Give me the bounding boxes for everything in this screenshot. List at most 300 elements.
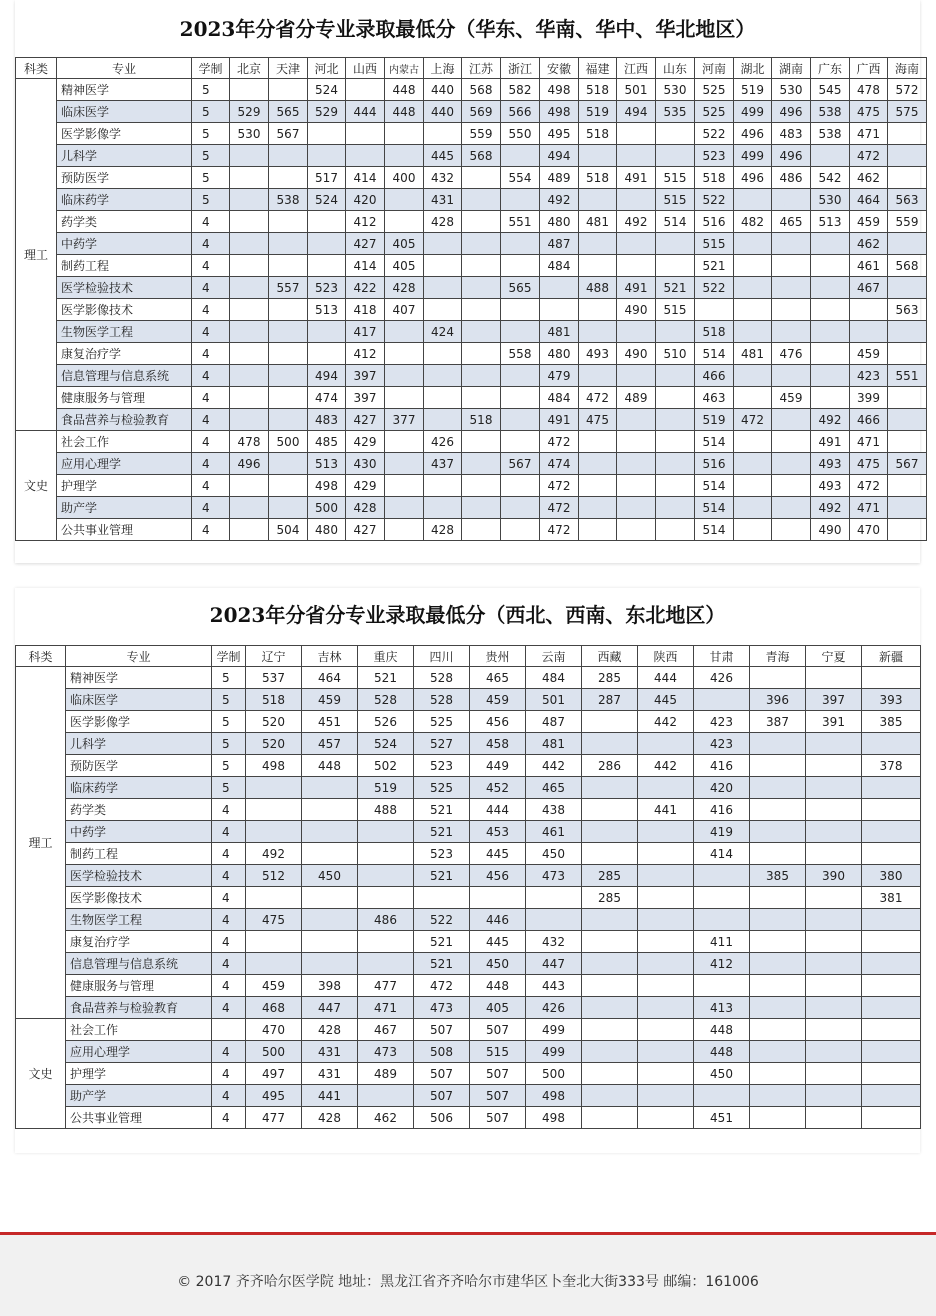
category-cell: 文史 [16,1019,66,1129]
score-cell: 523 [695,145,734,167]
score-cell [346,145,385,167]
score-cell [462,321,501,343]
system-cell: 5 [192,101,230,123]
score-cell [862,1063,921,1085]
score-cell [850,299,888,321]
score-cell: 411 [694,931,750,953]
table-row [16,909,921,931]
major-cell: 精神医学 [66,667,212,689]
score-cell [230,409,269,431]
score-cell: 462 [850,167,888,189]
score-cell: 423 [694,711,750,733]
score-cell: 431 [302,1041,358,1063]
score-cell: 519 [695,409,734,431]
score-cell: 414 [694,843,750,865]
score-cell [850,321,888,343]
score-cell: 442 [638,711,694,733]
score-cell: 428 [424,519,462,541]
score-cell: 484 [526,667,582,689]
score-cell [246,821,302,843]
score-cell [246,931,302,953]
score-cell [862,975,921,997]
score-cell: 444 [638,667,694,689]
score-cell [656,255,695,277]
score-cell: 538 [811,123,850,145]
score-cell [734,365,772,387]
score-cell [501,145,540,167]
score-cell: 513 [308,299,346,321]
score-cell [308,123,346,145]
score-cell: 482 [734,211,772,233]
score-cell: 525 [695,79,734,101]
major-cell: 护理学 [57,475,192,497]
score-cell: 442 [526,755,582,777]
column-header: 浙江 [501,58,540,79]
score-cell [772,453,811,475]
score-cell [750,1063,806,1085]
score-cell: 459 [470,689,526,711]
score-cell: 490 [811,519,850,541]
score-cell [579,365,617,387]
score-cell [385,343,424,365]
score-cell [862,1107,921,1129]
score-cell [772,321,811,343]
score-cell [862,821,921,843]
score-cell: 412 [694,953,750,975]
score-cell [424,233,462,255]
score-cell: 514 [695,497,734,519]
score-cell [806,1107,862,1129]
score-cell: 488 [358,799,414,821]
major-cell: 应用心理学 [66,1041,212,1063]
score-cell [246,953,302,975]
score-cell: 495 [246,1085,302,1107]
score-cell [424,123,462,145]
major-cell: 康复治疗学 [57,343,192,365]
score-cell: 518 [246,689,302,711]
score-cell [230,519,269,541]
table-row [16,343,927,365]
score-cell: 496 [772,101,811,123]
score-cell: 567 [501,453,540,475]
score-cell [582,997,638,1019]
score-cell [424,409,462,431]
table-row [16,821,921,843]
score-cell [772,233,811,255]
score-cell [424,343,462,365]
score-cell [269,167,308,189]
major-cell: 信息管理与信息系统 [66,953,212,975]
score-cell [617,497,656,519]
score-cell: 563 [888,189,927,211]
table-row [16,365,927,387]
score-cell [638,1041,694,1063]
score-cell [269,475,308,497]
score-cell [772,519,811,541]
score-cell [750,821,806,843]
column-header: 辽宁 [246,646,302,667]
table-row [16,953,921,975]
score-cell: 489 [617,387,656,409]
column-header: 上海 [424,58,462,79]
score-cell [772,189,811,211]
score-cell: 514 [656,211,695,233]
column-header: 四川 [414,646,470,667]
column-header: 山西 [346,58,385,79]
score-cell: 420 [694,777,750,799]
score-cell [656,409,695,431]
score-cell: 459 [302,689,358,711]
score-cell [269,343,308,365]
score-cell [230,255,269,277]
system-cell: 5 [192,145,230,167]
column-header: 新疆 [862,646,921,667]
score-cell [806,821,862,843]
column-header: 河南 [695,58,734,79]
score-cell [862,953,921,975]
score-cell [302,931,358,953]
score-cell [424,497,462,519]
score-cell: 501 [526,689,582,711]
score-cell: 396 [750,689,806,711]
score-cell: 450 [302,865,358,887]
score-cell: 414 [346,255,385,277]
system-cell: 5 [212,711,246,733]
score-cell: 483 [772,123,811,145]
score-cell: 530 [656,79,695,101]
table-row [16,321,927,343]
score-cell [806,909,862,931]
score-cell: 521 [414,865,470,887]
score-cell [582,1019,638,1041]
score-cell [579,475,617,497]
score-cell: 523 [414,755,470,777]
score-cell: 462 [358,1107,414,1129]
score-cell [638,1019,694,1041]
table-row [16,799,921,821]
score-cell: 481 [540,321,579,343]
score-cell: 427 [346,409,385,431]
column-header: 湖北 [734,58,772,79]
score-cell: 495 [540,123,579,145]
score-cell: 510 [656,343,695,365]
score-cell: 472 [850,475,888,497]
major-cell: 助产学 [57,497,192,519]
score-cell [462,453,501,475]
column-header: 广西 [850,58,888,79]
score-cell [811,365,850,387]
score-cell: 513 [811,211,850,233]
score-cell: 491 [617,277,656,299]
score-cell [638,821,694,843]
system-cell: 4 [212,799,246,821]
score-cell: 465 [772,211,811,233]
system-cell: 4 [192,497,230,519]
major-cell: 中药学 [66,821,212,843]
score-cell [811,233,850,255]
score-cell: 508 [414,1041,470,1063]
score-cell [811,277,850,299]
score-cell [806,931,862,953]
table-row [16,233,927,255]
score-cell [385,321,424,343]
score-cell [750,843,806,865]
score-cell: 538 [269,189,308,211]
column-header: 山东 [656,58,695,79]
score-cell [269,365,308,387]
score-cell: 500 [526,1063,582,1085]
score-cell: 470 [850,519,888,541]
system-cell: 4 [192,343,230,365]
major-cell: 公共事业管理 [66,1107,212,1129]
score-cell: 542 [811,167,850,189]
score-cell [582,843,638,865]
score-cell [358,887,414,909]
score-cell: 385 [750,865,806,887]
score-cell: 481 [526,733,582,755]
score-cell [638,1107,694,1129]
score-cell: 519 [579,101,617,123]
score-cell: 465 [526,777,582,799]
score-cell [230,233,269,255]
score-cell: 492 [540,189,579,211]
score-cell: 528 [358,689,414,711]
score-cell: 492 [617,211,656,233]
score-cell [230,167,269,189]
score-cell: 430 [346,453,385,475]
score-cell [694,887,750,909]
footer [0,1235,936,1316]
score-cell [579,497,617,519]
score-cell: 554 [501,167,540,189]
system-cell: 5 [192,79,230,101]
score-cell: 528 [414,667,470,689]
score-cell: 507 [414,1063,470,1085]
system-cell: 4 [212,1063,246,1085]
score-cell [230,497,269,519]
score-cell: 390 [806,865,862,887]
score-cell [424,299,462,321]
score-cell [617,475,656,497]
score-cell [862,733,921,755]
score-cell [638,1085,694,1107]
score-cell [750,931,806,953]
score-cell: 524 [308,189,346,211]
score-cell: 480 [540,211,579,233]
score-cell [302,799,358,821]
score-cell: 520 [246,733,302,755]
score-cell: 473 [414,997,470,1019]
table-row [16,1019,921,1041]
score-cell [308,145,346,167]
score-cell: 405 [385,255,424,277]
score-cell [694,1085,750,1107]
score-cell: 470 [246,1019,302,1041]
score-cell: 448 [385,101,424,123]
score-cell: 535 [656,101,695,123]
score-cell [734,189,772,211]
system-cell: 4 [192,365,230,387]
score-cell [888,409,927,431]
column-header: 天津 [269,58,308,79]
score-cell [269,497,308,519]
score-cell: 491 [540,409,579,431]
score-cell: 393 [862,689,921,711]
score-cell [617,321,656,343]
table-row [16,689,921,711]
table-row [16,255,927,277]
score-cell [302,953,358,975]
score-cell [734,453,772,475]
score-cell: 559 [888,211,927,233]
score-cell [772,255,811,277]
major-cell: 儿科学 [66,733,212,755]
score-cell: 405 [385,233,424,255]
system-cell [212,1019,246,1041]
score-cell: 405 [470,997,526,1019]
score-cell: 567 [269,123,308,145]
score-cell: 286 [582,755,638,777]
score-cell [772,409,811,431]
system-cell: 4 [192,409,230,431]
table-row [16,299,927,321]
score-cell: 476 [772,343,811,365]
score-cell: 416 [694,755,750,777]
score-cell [617,365,656,387]
score-cell [579,189,617,211]
score-cell: 530 [772,79,811,101]
score-cell: 461 [526,821,582,843]
score-cell: 484 [540,255,579,277]
table-row [16,843,921,865]
table-row [16,733,921,755]
system-cell: 4 [192,233,230,255]
table-row [16,1107,921,1129]
score-cell [617,453,656,475]
score-cell [230,365,269,387]
score-cell [269,453,308,475]
score-cell: 471 [850,431,888,453]
major-cell: 制药工程 [57,255,192,277]
score-cell [246,799,302,821]
score-cell: 378 [862,755,921,777]
score-cell: 418 [346,299,385,321]
score-cell [638,887,694,909]
score-cell [302,821,358,843]
score-cell [888,497,927,519]
score-cell [638,909,694,931]
score-cell: 428 [385,277,424,299]
score-cell: 471 [850,497,888,519]
system-cell: 5 [192,167,230,189]
major-cell: 预防医学 [57,167,192,189]
score-cell: 475 [246,909,302,931]
score-cell [501,299,540,321]
score-cell [540,299,579,321]
score-cell: 472 [579,387,617,409]
score-cell [582,953,638,975]
score-cell [806,843,862,865]
system-cell: 4 [192,321,230,343]
system-cell: 5 [212,667,246,689]
score-cell [638,777,694,799]
score-cell [656,497,695,519]
score-cell: 551 [501,211,540,233]
score-cell: 398 [302,975,358,997]
system-cell: 4 [212,1107,246,1129]
score-cell: 550 [501,123,540,145]
score-cell: 478 [850,79,888,101]
score-cell: 417 [346,321,385,343]
score-cell: 521 [414,931,470,953]
system-cell: 4 [192,299,230,321]
score-cell [617,233,656,255]
score-cell [424,255,462,277]
system-cell: 5 [192,189,230,211]
score-cell: 496 [772,145,811,167]
score-cell [424,475,462,497]
column-header: 福建 [579,58,617,79]
column-header: 科类 [16,646,66,667]
system-cell: 4 [212,1085,246,1107]
column-header: 吉林 [302,646,358,667]
score-cell: 481 [734,343,772,365]
score-cell [862,931,921,953]
score-cell: 468 [246,997,302,1019]
score-cell: 424 [424,321,462,343]
score-cell [617,255,656,277]
score-cell: 488 [579,277,617,299]
score-cell: 428 [302,1019,358,1041]
score-cell [638,865,694,887]
score-cell: 566 [501,101,540,123]
score-cell [638,975,694,997]
system-cell: 4 [212,997,246,1019]
score-cell: 420 [346,189,385,211]
column-header: 青海 [750,646,806,667]
system-cell: 4 [192,519,230,541]
score-cell [230,387,269,409]
major-cell: 健康服务与管理 [57,387,192,409]
score-cell [462,255,501,277]
score-cell: 498 [526,1085,582,1107]
score-cell [501,321,540,343]
category-cell: 理工 [16,79,57,431]
score-cell: 472 [540,475,579,497]
score-cell [656,123,695,145]
score-cell: 397 [346,365,385,387]
score-cell [806,1019,862,1041]
score-cell: 385 [862,711,921,733]
score-cell [582,777,638,799]
score-cell [772,365,811,387]
major-cell: 精神医学 [57,79,192,101]
table-row [16,497,927,519]
score-cell: 438 [526,799,582,821]
score-cell: 492 [246,843,302,865]
score-cell: 559 [462,123,501,145]
score-cell: 472 [540,431,579,453]
score-cell: 565 [501,277,540,299]
major-cell: 食品营养与检验教育 [57,409,192,431]
score-cell [806,799,862,821]
score-cell [772,497,811,519]
score-cell: 530 [811,189,850,211]
score-cell [734,299,772,321]
score-cell [694,909,750,931]
column-header: 河北 [308,58,346,79]
major-cell: 医学影像技术 [66,887,212,909]
